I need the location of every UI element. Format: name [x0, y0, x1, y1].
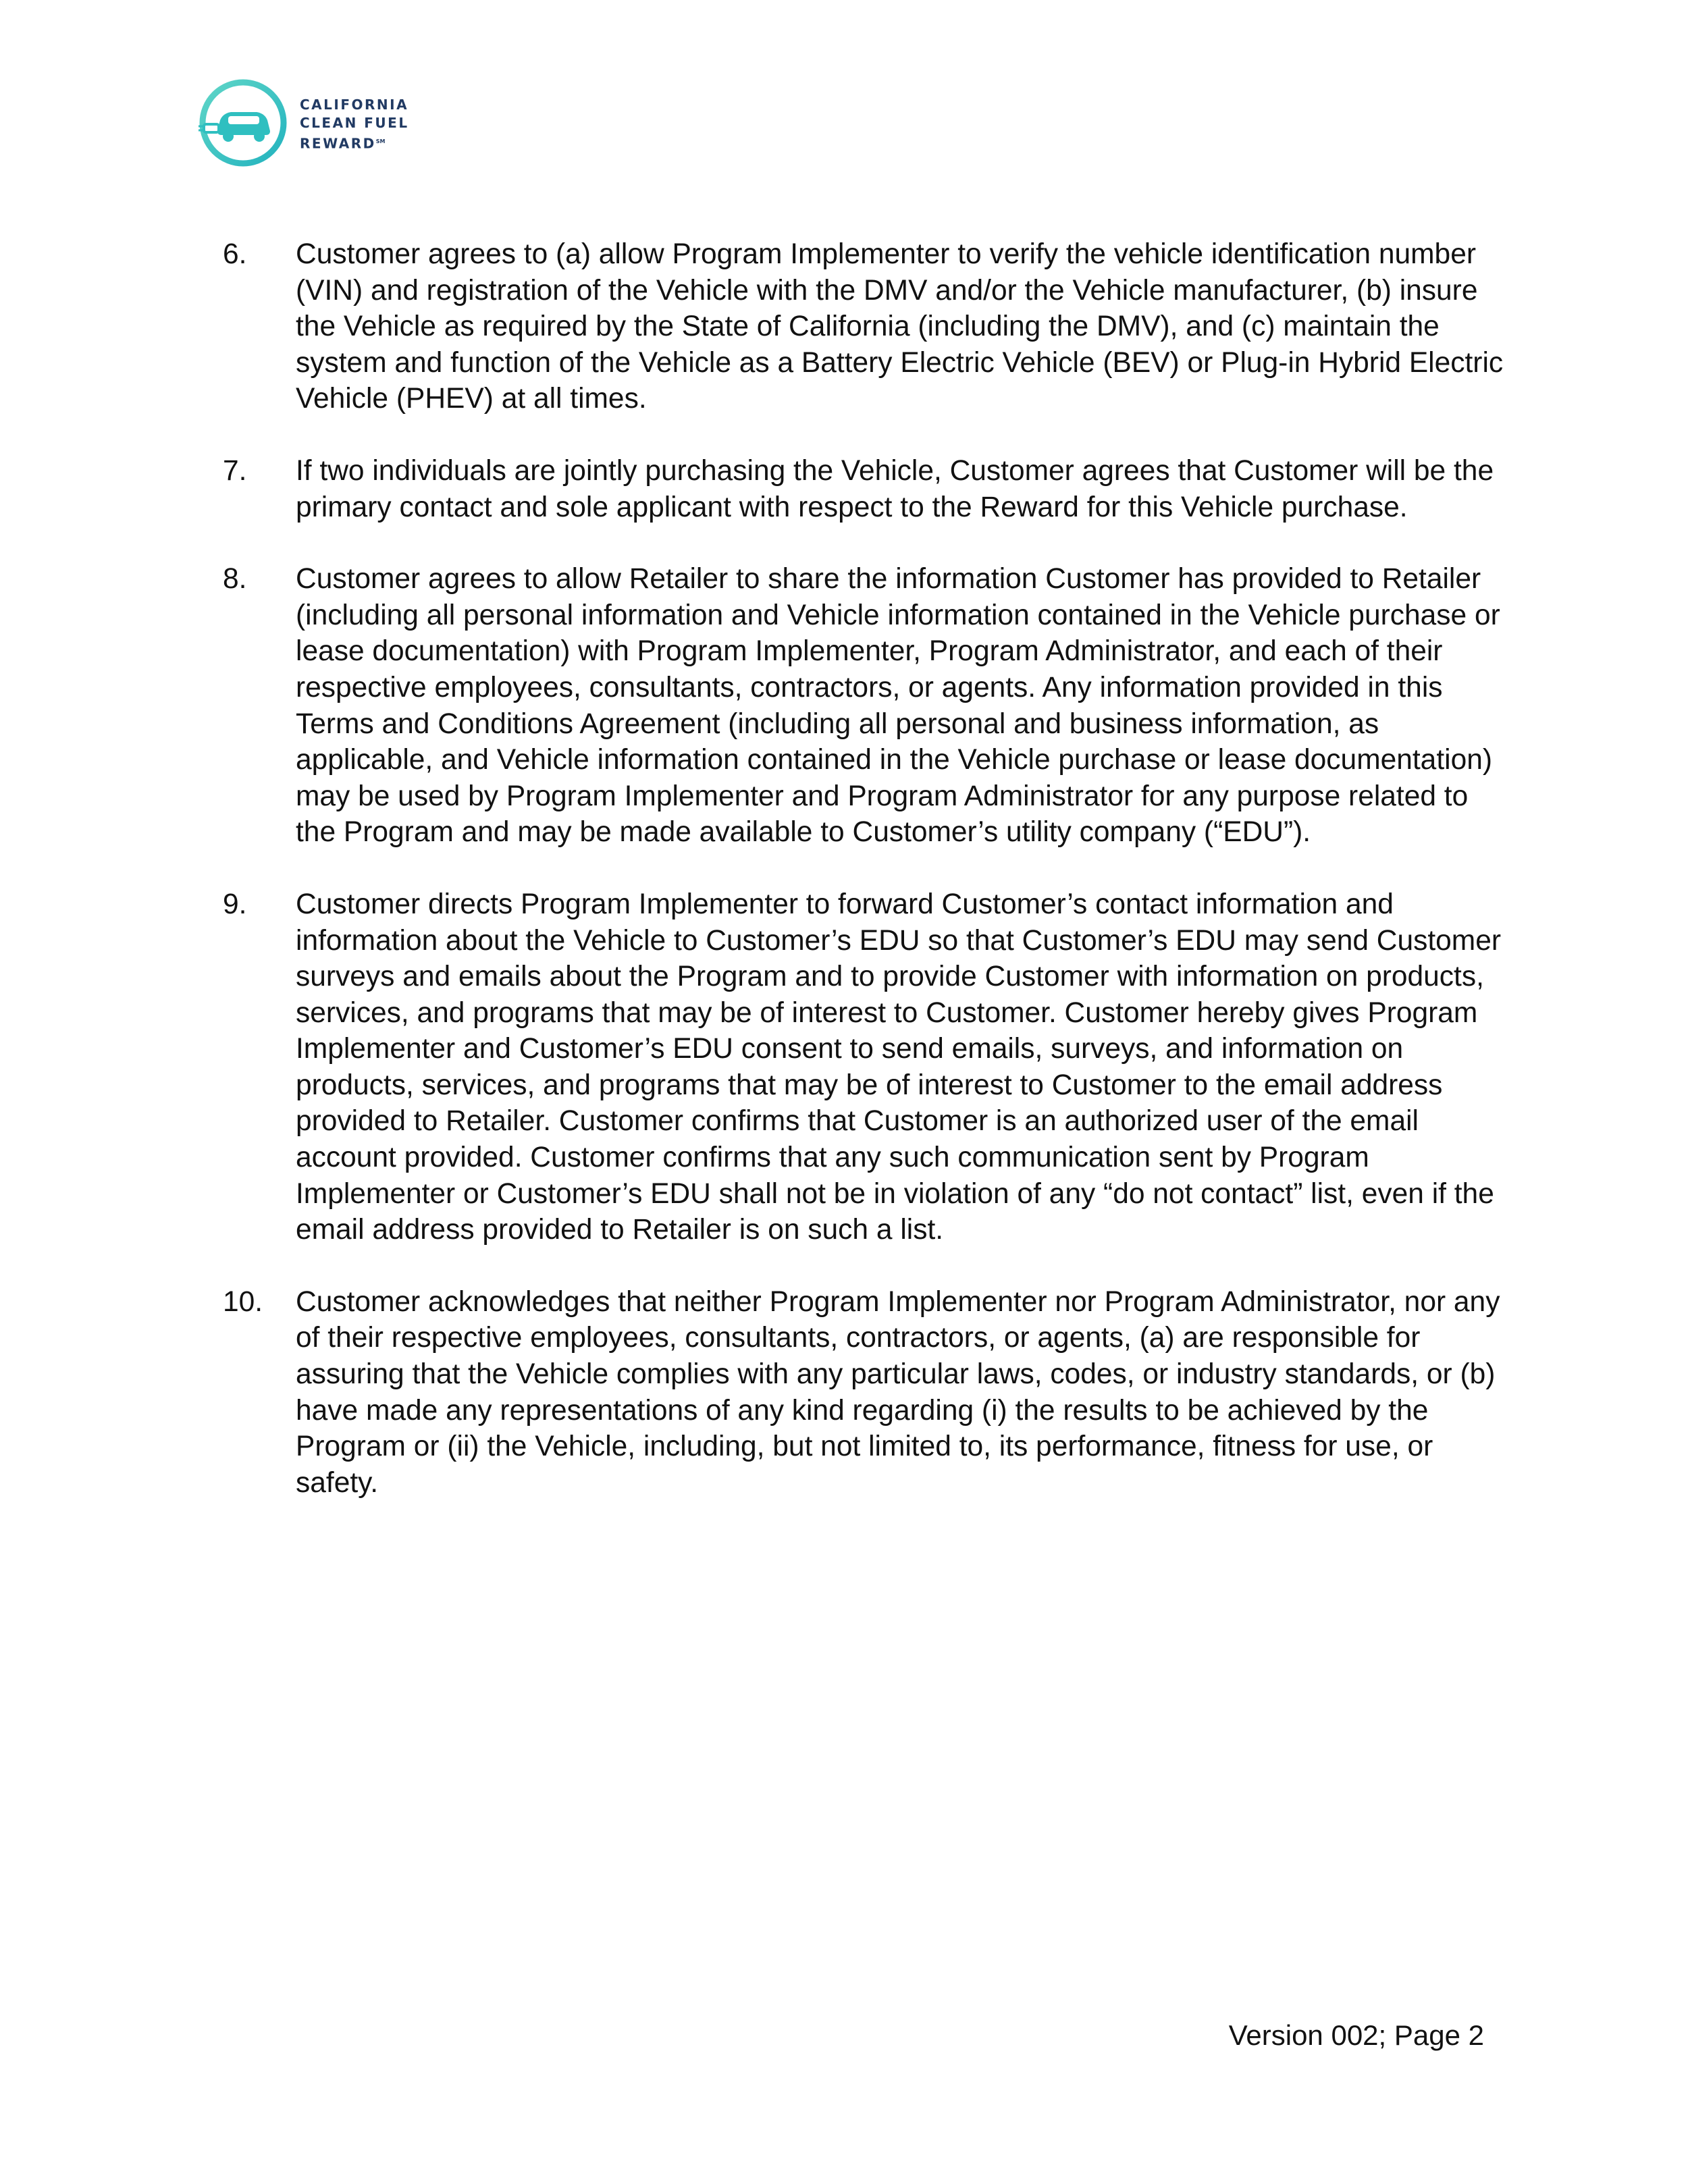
term-item-6	[223, 236, 1506, 417]
term-item-7	[223, 453, 1506, 525]
program-logo	[197, 77, 427, 171]
term-item-9	[223, 886, 1506, 1248]
logo-line-1: CALIFORNIA	[300, 97, 409, 113]
term-text: Customer agrees to (a) allow Program Implementer to verify the vehicle identification number (VIN) and registration of the Vehicle with the DMV and/or the Vehicle manufacturer, (b) insure the Vehicle as required by the State of California (including the DMV), and (c) maintain the system and function of the Vehicle as a Battery Electric Vehicle (BEV) or Plug-in Hybrid Electric Vehicle (PHEV) at all times.	[296, 238, 1504, 415]
term-item-8	[223, 561, 1506, 851]
service-mark: SM	[375, 138, 386, 144]
term-item-10	[223, 1284, 1506, 1501]
ev-plug-car-icon	[197, 77, 289, 169]
logo-wordmark	[300, 96, 409, 153]
term-number: 8.	[223, 563, 247, 595]
term-number: 10.	[223, 1285, 263, 1318]
logo-line-2: CLEAN FUEL	[300, 115, 409, 131]
term-number: 9.	[223, 888, 247, 920]
term-text: If two individuals are jointly purchasing the Vehicle, Customer agrees that Customer will be the primary contact and sole applicant with respect to the Reward for this Vehicle purchase.	[296, 454, 1494, 523]
page-footer: Version 002; Page 2	[1228, 2019, 1484, 2051]
term-number: 7.	[223, 454, 247, 487]
term-text: Customer directs Program Implementer to forward Customer’s contact information and information about the Vehicle to Customer’s EDU so that Customer’s EDU may send Customer surveys and emails about the Program and to provide Customer with information on products, services, and programs that may be of interest to Customer. Customer hereby gives Program Implementer and Customer’s EDU consent to send emails, surveys, and information on products, services, and programs that may be of interest to Customer to the email address provided to Retailer. Customer confirms that Customer is an authorized user of the email account provided. Customer confirms that any such communication sent by Program Implementer or Customer’s EDU shall not be in violation of any “do not contact” list, even if the email address provided to Retailer is on such a list.	[296, 888, 1501, 1246]
logo-line-3: REWARD℠	[300, 135, 386, 152]
terms-list	[223, 236, 1506, 1537]
term-text: Customer agrees to allow Retailer to share the information Customer has provided to Retailer (including all personal information and Vehicle information contained in the Vehicle purchase or lease documentation) with Program Implementer, Program Administrator, and each of their respective employees, consultants, contractors, or agents. Any information provided in this Terms and Conditions Agreement (including all personal and business information, as applicable, and Vehicle information contained in the Vehicle purchase or lease documentation) may be used by Program Implementer and Program Administrator for any purpose related to the Program and may be made available to Customer’s utility company (“EDU”).	[296, 563, 1500, 849]
term-number: 6.	[223, 238, 247, 270]
term-text: Customer acknowledges that neither Program Implementer nor Program Administrator, nor any of their respective employees, consultants, contractors, or agents, (a) are responsible for assuring that the Vehicle complies with any particular laws, codes, or industry standards, or (b) have made any representations of any kind regarding (i) the results to be achieved by the Program or (ii) the Vehicle, including, but not limited to, its performance, fitness for use, or safety.	[296, 1285, 1500, 1499]
